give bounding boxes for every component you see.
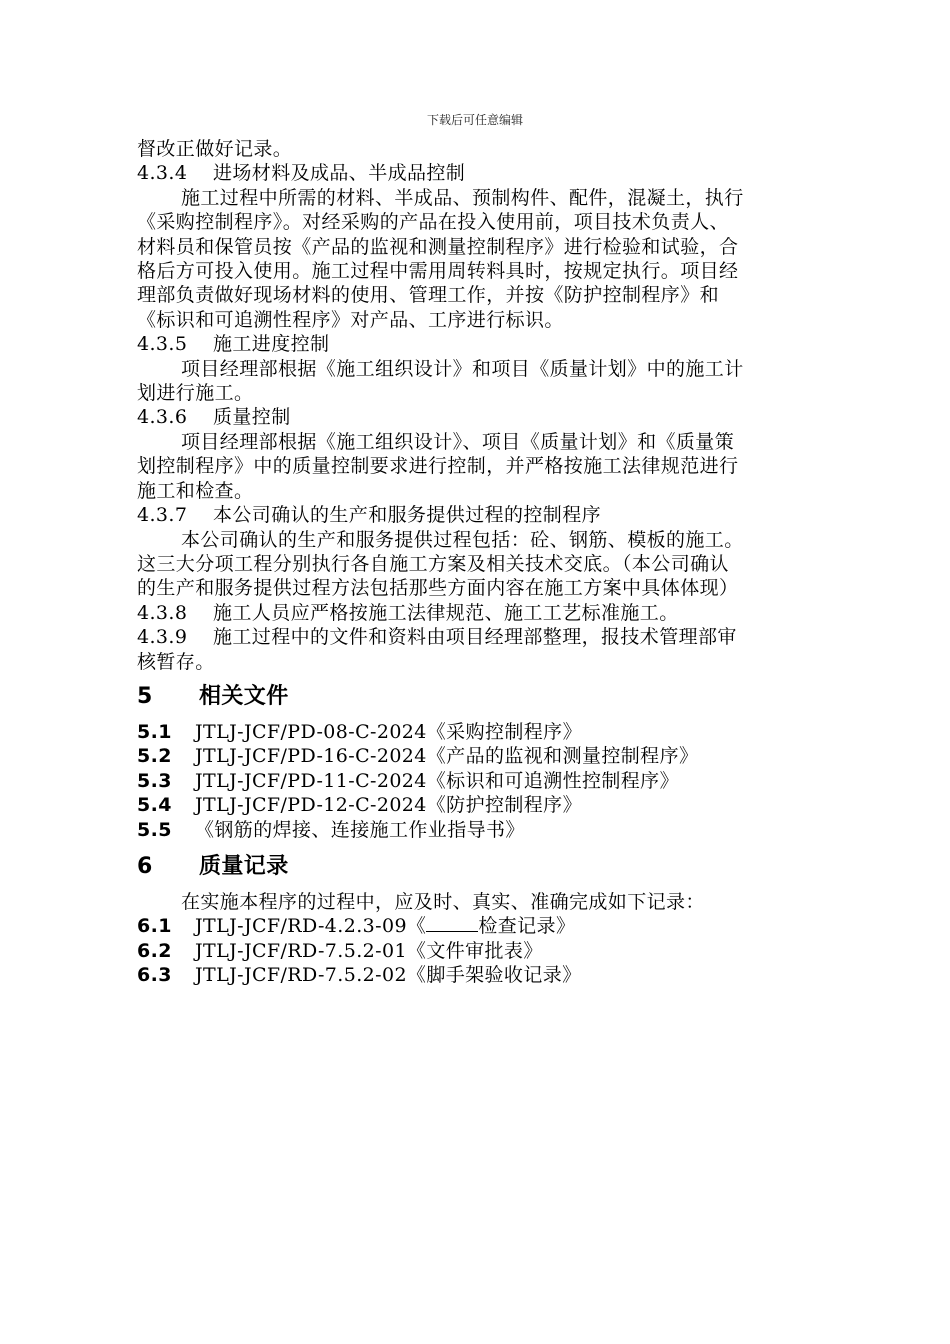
line-text: 的生产和服务提供过程方法包括那些方面内容在施工方案中具体体现） <box>137 577 739 600</box>
paragraph-line <box>137 210 837 234</box>
subsection-number: 4.3.8 <box>137 601 188 624</box>
reference-item <box>137 793 837 817</box>
section-5-heading <box>137 684 837 710</box>
paragraph-line <box>137 576 837 600</box>
paragraph-line <box>137 479 837 503</box>
reference-item <box>137 769 837 793</box>
line-text: 这三大分项工程分别执行各自施工方案及相关技术交底。（本公司确认 <box>137 552 729 575</box>
paragraph-line <box>137 552 837 576</box>
document-body <box>137 137 837 988</box>
section-number: 6 <box>137 853 153 879</box>
section-number: 5 <box>137 683 153 709</box>
reference-number: 5.5 <box>137 818 172 841</box>
record-item <box>137 914 837 938</box>
records-intro: 在实施本程序的过程中，应及时、真实、准确完成如下记录： <box>181 890 705 913</box>
paragraph-line <box>137 259 837 283</box>
record-text: JTLJ-JCF/RD-4.2.3-09《 <box>195 915 427 938</box>
line-text: 进场材料及成品、半成品控制 <box>213 162 466 185</box>
line-text: 理部负责做好现场材料的使用、管理工作，并按《防护控制程序》和 <box>137 284 720 307</box>
line-text: 项目经理部根据《施工组织设计》和项目《质量计划》中的施工计 <box>181 357 744 380</box>
record-item <box>137 963 837 987</box>
reference-item <box>137 818 837 842</box>
record-text: JTLJ-JCF/RD-7.5.2-02《脚手架验收记录》 <box>195 964 582 987</box>
reference-text: JTLJ-JCF/PD-11-C-2024《标识和可追溯性控制程序》 <box>195 769 679 792</box>
subsection-number: 4.3.6 <box>137 406 188 429</box>
subsection-heading <box>137 625 837 649</box>
line-text: 施工和检查。 <box>137 479 254 502</box>
reference-text: JTLJ-JCF/PD-08-C-2024《采购控制程序》 <box>195 720 582 743</box>
related-documents-list <box>137 720 837 842</box>
record-item <box>137 939 837 963</box>
subsection-heading <box>137 161 837 185</box>
line-text: 施工进度控制 <box>213 333 330 356</box>
line-text: 本公司确认的生产和服务提供过程的控制程序 <box>213 504 602 527</box>
subsection-heading <box>137 601 837 625</box>
line-text: 质量控制 <box>213 406 291 429</box>
reference-text: 《钢筋的焊接、连接施工作业指导书》 <box>195 818 525 841</box>
line-text: 《标识和可追溯性程序》对产品、工序进行标识。 <box>137 308 564 331</box>
record-text: JTLJ-JCF/RD-7.5.2-01《文件审批表》 <box>195 939 543 962</box>
paragraph-line <box>137 381 837 405</box>
reference-number: 5.1 <box>137 720 172 743</box>
line-text: 材料员和保管员按《产品的监视和测量控制程序》进行检验和试验，合 <box>137 235 739 258</box>
reference-item <box>137 720 837 744</box>
fill-in-blank <box>426 915 478 932</box>
reference-text: JTLJ-JCF/PD-16-C-2024《产品的监视和测量控制程序》 <box>195 745 699 768</box>
subsection-heading <box>137 332 837 356</box>
section-title: 相关文件 <box>199 683 289 709</box>
record-number: 6.3 <box>137 964 172 987</box>
reference-number: 5.2 <box>137 745 172 768</box>
reference-number: 5.4 <box>137 794 172 817</box>
paragraph-line <box>137 528 837 552</box>
page-header: 下载后可任意编辑 <box>426 113 523 127</box>
line-text: 督改正做好记录。 <box>137 138 293 160</box>
paragraph-line <box>137 650 837 674</box>
paragraph-line <box>137 235 837 259</box>
reference-text: JTLJ-JCF/PD-12-C-2024《防护控制程序》 <box>195 794 582 817</box>
subsection-heading <box>137 405 837 429</box>
line-text: 施工过程中所需的材料、半成品、预制构件、配件，混凝土，执行 <box>181 186 744 209</box>
section-6-heading <box>137 854 837 880</box>
quality-records-list <box>137 914 837 987</box>
paragraph-line <box>137 454 837 478</box>
subsection-number: 4.3.5 <box>137 333 188 356</box>
paragraph-line <box>137 357 837 381</box>
line-text: 划控制程序》中的质量控制要求进行控制，并严格按施工法律规范进行 <box>137 455 739 478</box>
line-text: 核暂存。 <box>137 650 215 673</box>
paragraph-line <box>137 308 837 332</box>
paragraph-line <box>137 137 837 161</box>
line-text: 施工人员应严格按施工法律规范、施工工艺标准施工。 <box>213 601 679 624</box>
reference-number: 5.3 <box>137 769 172 792</box>
paragraph-line <box>137 283 837 307</box>
line-text: 本公司确认的生产和服务提供过程包括：砼、钢筋、模板的施工。 <box>181 528 744 551</box>
record-number: 6.1 <box>137 915 172 938</box>
record-number: 6.2 <box>137 939 172 962</box>
line-text: 《采购控制程序》。对经采购的产品在投入使用前，项目技术负责人、 <box>137 211 729 234</box>
subsection-number: 4.3.4 <box>137 162 188 185</box>
record-text: 检查记录》 <box>478 915 576 938</box>
paragraph-line <box>137 186 837 210</box>
section-title: 质量记录 <box>199 853 289 879</box>
subsection-number: 4.3.9 <box>137 626 188 649</box>
subsection-number: 4.3.7 <box>137 504 188 527</box>
line-text: 格后方可投入使用。施工过程中需用周转料具时，按规定执行。项目经 <box>137 260 739 283</box>
line-text: 施工过程中的文件和资料由项目经理部整理，报技术管理部审 <box>213 626 737 649</box>
line-text: 划进行施工。 <box>137 382 254 405</box>
section-4-3-text <box>137 137 837 674</box>
paragraph-line <box>137 430 837 454</box>
reference-item <box>137 744 837 768</box>
subsection-heading <box>137 503 837 527</box>
line-text: 项目经理部根据《施工组织设计》、项目《质量计划》和《质量策 <box>181 430 735 453</box>
